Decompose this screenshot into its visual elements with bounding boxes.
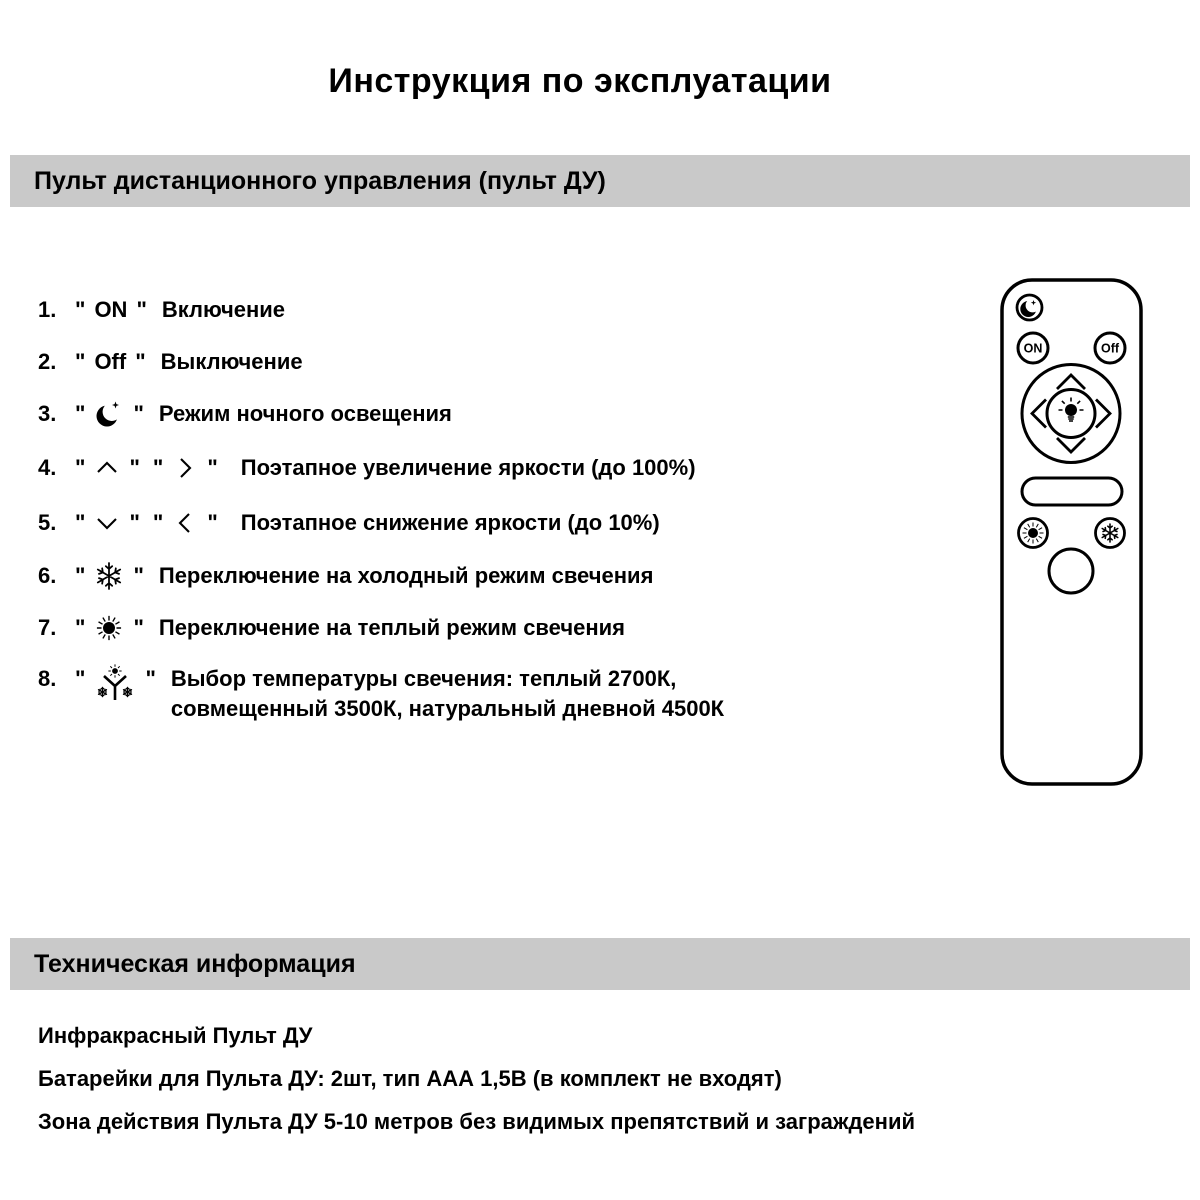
item-number: 7.	[38, 615, 57, 640]
item-description: Поэтапное снижение яркости (до 10%)	[240, 509, 660, 535]
scene-pill-button	[1022, 478, 1122, 505]
list-item-brightness-up	[38, 440, 968, 495]
snowflake-icon	[94, 561, 124, 591]
quote-mark: "	[145, 666, 156, 691]
quote-mark: "	[133, 615, 144, 640]
list-item-color-temperature	[38, 654, 968, 724]
quote-mark: "	[129, 509, 140, 535]
remote-body	[1002, 280, 1141, 784]
remote-instructions-list	[38, 285, 968, 724]
chevron-down-icon	[94, 510, 120, 536]
quote-mark: "	[133, 563, 144, 588]
on-label: ON	[94, 297, 128, 322]
tech-info	[38, 1024, 915, 1153]
list-item-cold-mode	[38, 550, 968, 602]
quote-mark: "	[207, 509, 218, 535]
color-temperature-icon	[94, 664, 136, 706]
list-item-brightness-down	[38, 495, 968, 550]
quote-mark: "	[152, 454, 164, 480]
chevron-up-icon	[94, 455, 120, 481]
warm-mode-button	[1019, 519, 1048, 548]
section-header-remote-label: Пульт дистанционного управления (пульт ДУ)	[34, 166, 606, 195]
quote-mark: "	[133, 401, 144, 426]
item-description-line-2: совмещенный 3500К, натуральный дневной 4500К	[170, 696, 725, 721]
item-description-line-1: Выбор температуры свечения: теплый 2700К,	[170, 666, 677, 691]
quote-mark: "	[75, 509, 86, 535]
quote-mark: "	[75, 454, 86, 480]
section-header-tech	[10, 938, 1190, 990]
off-button-label: Off	[1100, 341, 1120, 356]
tech-info-line-1: Инфракрасный Пульт ДУ	[38, 1023, 313, 1048]
item-number: 6.	[38, 563, 57, 588]
chevron-right-icon	[172, 455, 198, 481]
item-description	[171, 664, 724, 724]
on-button-label: ON	[1023, 341, 1043, 356]
list-item-night-mode	[38, 388, 968, 440]
quote-mark: "	[75, 401, 86, 426]
item-description: Переключение на холодный режим свечения	[158, 563, 654, 588]
quote-mark: "	[75, 615, 86, 640]
quote-mark: "	[75, 348, 86, 374]
quote-mark: "	[135, 348, 146, 374]
quote-mark: "	[75, 666, 86, 691]
item-number: 1.	[38, 297, 57, 322]
tech-info-line-3: Зона действия Пульта ДУ 5-10 метров без видимых препятствий и заграждений	[38, 1109, 916, 1134]
tech-info-line-2: Батарейки для Пульта ДУ: 2шт, тип ААА 1,5В (в комплект не входят)	[38, 1066, 782, 1091]
item-description: Поэтапное увеличение яркости (до 100%)	[240, 454, 696, 480]
list-item-off	[38, 335, 968, 388]
item-description: Включение	[161, 297, 286, 322]
chevron-left-icon	[172, 510, 198, 536]
item-number: 2.	[38, 348, 57, 374]
page-title: Инструкция по эксплуатации	[328, 62, 832, 100]
item-number: 4.	[38, 454, 57, 480]
item-number: 3.	[38, 401, 57, 426]
sun-icon	[94, 613, 124, 643]
item-description: Режим ночного освещения	[158, 401, 452, 426]
quote-mark: "	[152, 509, 164, 535]
section-header-remote	[10, 155, 1190, 207]
section-header-tech-label: Техническая информация	[34, 949, 356, 978]
quote-mark: "	[75, 563, 86, 588]
item-number: 5.	[38, 509, 57, 535]
quote-mark: "	[136, 297, 147, 322]
quote-mark: "	[129, 454, 140, 480]
list-item-on	[38, 285, 968, 335]
quote-mark: "	[75, 297, 86, 322]
item-description: Переключение на теплый режим свечения	[158, 615, 626, 640]
item-number: 8.	[38, 666, 57, 691]
off-label: Off	[94, 348, 127, 374]
quote-mark: "	[207, 454, 218, 480]
list-item-warm-mode	[38, 602, 968, 654]
item-description: Выключение	[160, 348, 303, 374]
moon-icon	[94, 398, 124, 430]
remote-figure	[1000, 278, 1143, 786]
